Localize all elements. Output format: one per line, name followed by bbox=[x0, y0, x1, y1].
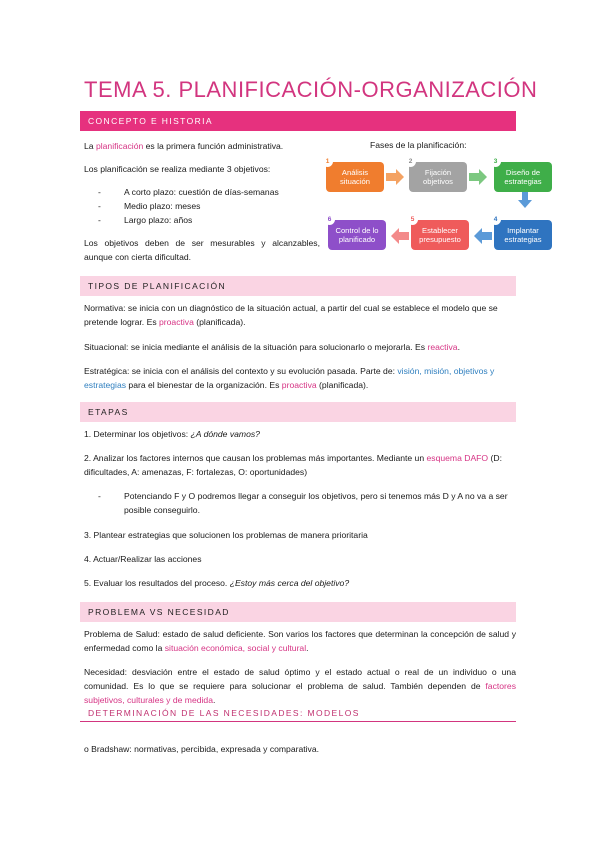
phase-number-1: 1 bbox=[322, 156, 333, 167]
section-header-etapas: ETAPAS bbox=[80, 402, 516, 422]
phase-number-2: 2 bbox=[405, 156, 416, 167]
etapa-3: 3. Plantear estrategias que solucionen los problemas de manera prioritaria bbox=[84, 530, 368, 540]
paragraph-situacional: Situacional: se inicia mediante el análisis de la situación para solucionarlo o mejorarla. Es reactiva. bbox=[84, 342, 460, 352]
section-header-determinacion: DETERMINACIÓN DE LAS NECESIDADES: MODELOS bbox=[80, 706, 516, 722]
list-item: - Potenciando F y O podremos llegar a conseguir los objetivos, pero si tenemos más D y A no va a ser posible conseguirlo. bbox=[84, 489, 516, 517]
paragraph-objetivos: Los planificación se realiza mediante 3 objetivos: bbox=[84, 164, 271, 174]
paragraph-normativa: Normativa: se inicia con un diagnóstico de la situación actual, a partir del cual se establece el modelo que se pretende lograr. Es proactiva (planificada). bbox=[84, 303, 498, 327]
phase-box-3: Diseño de estrategias bbox=[494, 162, 552, 192]
fases-title: Fases de la planificación: bbox=[370, 140, 467, 150]
phase-box-5: Establecer presupuesto bbox=[411, 220, 469, 250]
phase-number-3: 3 bbox=[490, 156, 501, 167]
paragraph-necesidad: Necesidad: desviación entre el estado de salud óptimo y el estado actual o real de un individuo o una comunidad. Es lo que se requiere para solucionar el problema de salud. También dependen de factores subjetivos, culturales y de medida. bbox=[84, 667, 516, 705]
paragraph-planificacion: La planificación es la primera función administrativa. bbox=[84, 141, 284, 151]
phase-number-5: 5 bbox=[407, 214, 418, 225]
etapa-2: 2. Analizar los factores internos que causan los problemas más importantes. Mediante un esquema DAFO (D: dificultades, A: amenazas, F: fortalezas, O: oportunidades) bbox=[84, 453, 502, 477]
phase-box-4: Implantar estrategias bbox=[494, 220, 552, 250]
phase-box-6: Control de lo planificado bbox=[328, 220, 386, 250]
page-title: TEMA 5. PLANIFICACIÓN-ORGANIZACIÓN bbox=[84, 77, 538, 102]
objectives-list bbox=[84, 185, 324, 227]
phase-number-6: 6 bbox=[324, 214, 335, 225]
section-header-concepto: CONCEPTO E HISTORIA bbox=[80, 111, 516, 131]
list-item: - Medio plazo: meses bbox=[84, 199, 324, 213]
phase-number-4: 4 bbox=[490, 214, 501, 225]
section-header-problema: PROBLEMA VS NECESIDAD bbox=[80, 602, 516, 622]
paragraph-bradshaw: o Bradshaw: normativas, percibida, expresada y comparativa. bbox=[84, 744, 320, 754]
etapa-1: 1. Determinar los objetivos: ¿A dónde vamos? bbox=[84, 429, 260, 439]
phase-box-1: Análisis situación bbox=[326, 162, 384, 192]
etapa-2-list bbox=[84, 489, 516, 517]
list-item: - Largo plazo: años bbox=[84, 213, 324, 227]
section-header-tipos: TIPOS DE PLANIFICACIÓN bbox=[80, 276, 516, 296]
phases-diagram bbox=[322, 150, 560, 265]
phase-box-2: Fijación objetivos bbox=[409, 162, 467, 192]
paragraph-problema-salud: Problema de Salud: estado de salud deficiente. Son varios los factores que determinan la concepción de salud y enfermedad como la situación económica, social y cultural. bbox=[84, 629, 516, 653]
list-item: - A corto plazo: cuestión de días-semanas bbox=[84, 185, 324, 199]
highlight-planificacion: planificación bbox=[95, 141, 144, 151]
paragraph-estrategica: Estratégica: se inicia con el análisis del contexto y su evolución pasada. Parte de: visión, misión, objetivos y estrategias para el bienestar de la organización. Es proactiva (planificada). bbox=[84, 366, 495, 390]
etapa-5: 5. Evaluar los resultados del proceso. ¿Estoy más cerca del objetivo? bbox=[84, 578, 350, 588]
etapa-4: 4. Actuar/Realizar las acciones bbox=[84, 554, 202, 564]
paragraph-mesurables: Los objetivos deben de ser mesurables y alcanzables, aunque con cierta dificultad. bbox=[84, 238, 320, 262]
